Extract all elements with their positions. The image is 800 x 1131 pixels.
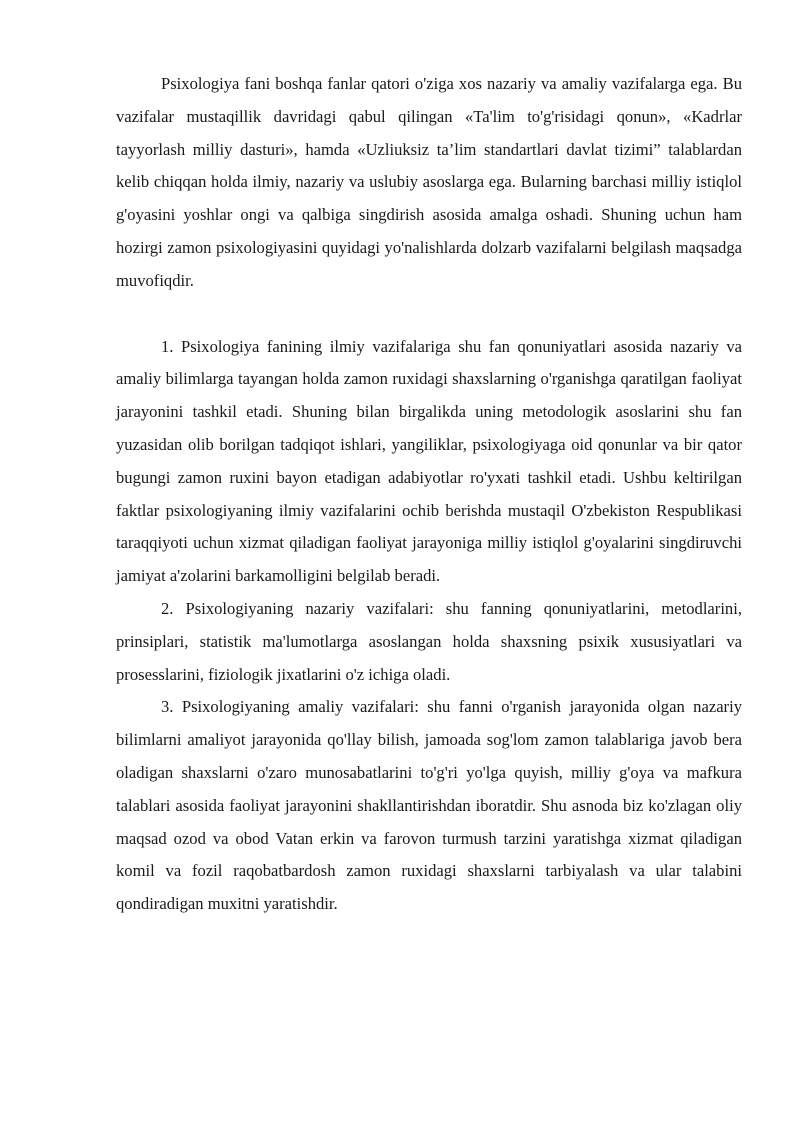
practical-tasks-paragraph: 3. Psixologiyaning amaliy vazifalari: shu fanni o'rganish jarayonida olgan nazariy bilimlarni amaliyot jarayonida qo'llay bilish, jamoada sog'lom zamon talablariga javob bera oladigan shaxslarni o'zaro munosabatlarini to'g'ri yo'lga quyish, milliy g'oya va mafkura talablari asosida faoliyat jarayonini shakllantirishdan iboratdir. Shu asnoda biz ko'zlagan oliy maqsad ozod va obod Vatan erkin va farovon turmush tarzini yaratishga xizmat qiladigan komil va fozil raqobatbardosh zamon ruxidagi shaxslarni tarbiyalash va ular talabini qondiradigan muxitni yaratishdir.: [116, 697, 742, 914]
intro-paragraph: Psixologiya fani boshqa fanlar qatori o'ziga xos nazariy va amaliy vazifalarga ega. Bu vazifalar mustaqillik davridagi qabul qilingan «Ta'lim to'g'risidagi qonun», «Kadrlar tayyorlash milliy dasturi», hamda «Uzliuksiz ta’lim standartlari davlat tizimi” talablardan kelib chiqqan holda ilmiy, nazariy va uslubiy asoslarga ega. Bularning barchasi milliy istiqlol g'oyasini yoshlar ongi va qalbiga singdirish asosida amalga oshadi. Shuning uchun ham hozirgi zamon psixologiyasini quyidagi yo'nalishlarda dolzarb vazifalarni belgilash maqsadga muvofiqdir.: [116, 74, 742, 290]
scientific-tasks-paragraph: 1. Psixologiya fanining ilmiy vazifalariga shu fan qonuniyatlari asosida nazariy va amaliy bilimlarga tayangan holda zamon ruxidagi shaxslarning o'rganishga qaratilgan faoliyat jarayonini tashkil etadi. Shuning bilan birgalikda uning metodologik asoslarini shu fan yuzasidan olib borilgan tadqiqot ishlari, yangiliklar, psixologiyaga oid qonunlar va bir qator bugungi zamon ruxini bayon etadigan adabiyotlar ro'yxati tashkil etadi. Ushbu keltirilgan faktlar psixologiyaning ilmiy vazifalarini ochib berishda mustaqil O'zbekiston Respublikasi taraqqiyoti uchun xizmat qiladigan faoliyat jarayoniga milliy istiqlol g'oyalarini singdiruvchi jamiyat a'zolarini barkamolligini belgilab beradi.: [116, 336, 742, 586]
paragraph-spacer: [116, 298, 742, 331]
theoretical-tasks-paragraph: 2. Psixologiyaning nazariy vazifalari: shu fanning qonuniyatlarini, metodlarini, prinsiplari, statistik ma'lumotlarga asoslangan holda shaxsning psixik xususiyatlari va prosesslarini, fiziologik jixatlarini o'z ichiga oladi.: [116, 598, 742, 684]
document-page: [116, 68, 742, 921]
